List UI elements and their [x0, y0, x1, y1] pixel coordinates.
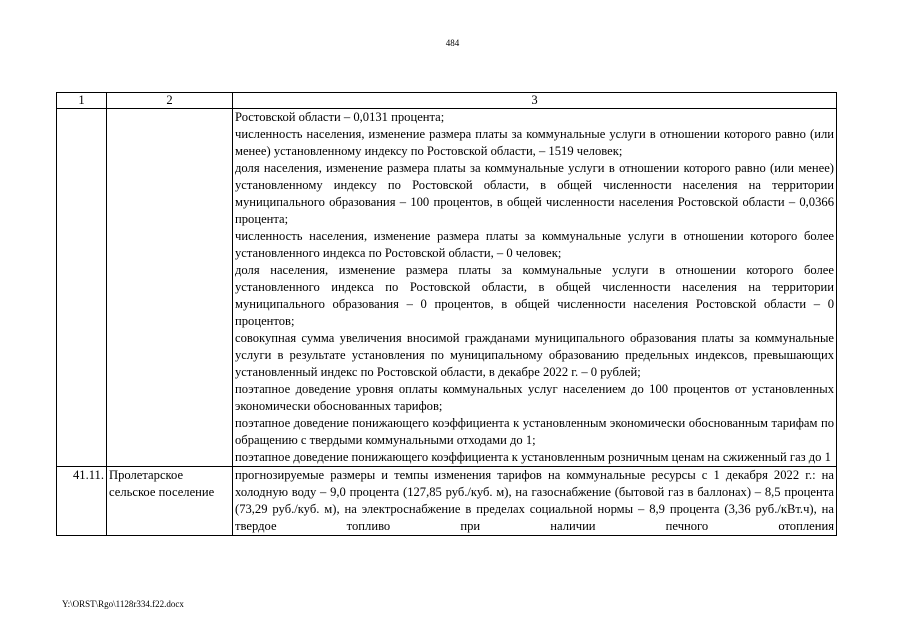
file-path-footer: Y:\ORST\Rgo\1128r334.f22.docx: [62, 599, 184, 609]
paragraph: прогнозируемые размеры и темпы изменения тарифов на коммунальные ресурсы с 1 декабря 2022 г.: на холодную воду – 9,0 процента (127,85 руб./куб. м), на газоснабжение (бытовой газ в баллонах) – 8,5 процента (73,29 руб./куб. м), на электроснабжение в пределах социальной нормы – 8,9 процента (3,36 руб./кВт.ч), на твердое топливо при наличии печного отопления: [235, 468, 834, 533]
column-header-3: 3: [233, 93, 837, 109]
table-row: [57, 109, 837, 467]
row-content-cell: [233, 467, 837, 536]
paragraph: поэтапное доведение понижающего коэффициента к установленным экономически обоснованным тарифам по обращению с твердыми коммунальными отходами до 1;: [235, 416, 834, 447]
table-row: [57, 467, 837, 536]
row-number-cell: [57, 109, 107, 467]
paragraph: поэтапное доведение понижающего коэффициента к установленным розничным ценам на сжиженный газ до 1: [235, 450, 831, 464]
paragraph: доля населения, изменение размера платы за коммунальные услуги в отношении которого более установленного индекса по Ростовской области, в общей численности населения на территории муниципального образования – 0 процентов, в общей численности населения Ростовской области – 0 процентов;: [235, 263, 834, 328]
document-table: [56, 92, 837, 536]
page-number: 484: [445, 38, 460, 48]
municipality-name-cell: [107, 109, 233, 467]
column-header-2: 2: [107, 93, 233, 109]
paragraph: поэтапное доведение уровня оплаты коммунальных услуг населением до 100 процентов от установленных экономически обоснованных тарифов;: [235, 382, 834, 413]
paragraph: Ростовской области – 0,0131 процента;: [235, 110, 445, 124]
paragraph: численность населения, изменение размера платы за коммунальные услуги в отношении которого более установленного индекса по Ростовской области, – 0 человек;: [235, 229, 834, 260]
municipality-name-cell: Пролетарское сельское поселение: [107, 467, 233, 536]
column-header-1: 1: [57, 93, 107, 109]
paragraph: совокупная сумма увеличения вносимой гражданами муниципального образования платы за коммунальные услуги в результате установления по муниципальному образованию предельных индексов, превышающих установленный индекс по Ростовской области, в декабре 2022 г. – 0 рублей;: [235, 331, 834, 379]
row-number-cell: 41.11.: [57, 467, 107, 536]
row-content-cell: [233, 109, 837, 467]
table-header-row: [57, 93, 837, 109]
paragraph: численность населения, изменение размера платы за коммунальные услуги в отношении которого равно (или менее) установленному индексу по Ростовской области, – 1519 человек;: [235, 127, 834, 158]
paragraph: доля населения, изменение размера платы за коммунальные услуги в отношении которого равно (или менее) установленному индексу по Ростовской области, в общей численности населения на территории муниципального образования – 100 процентов, в общей численности населения Ростовской области – 0,0366 процента;: [235, 161, 834, 226]
